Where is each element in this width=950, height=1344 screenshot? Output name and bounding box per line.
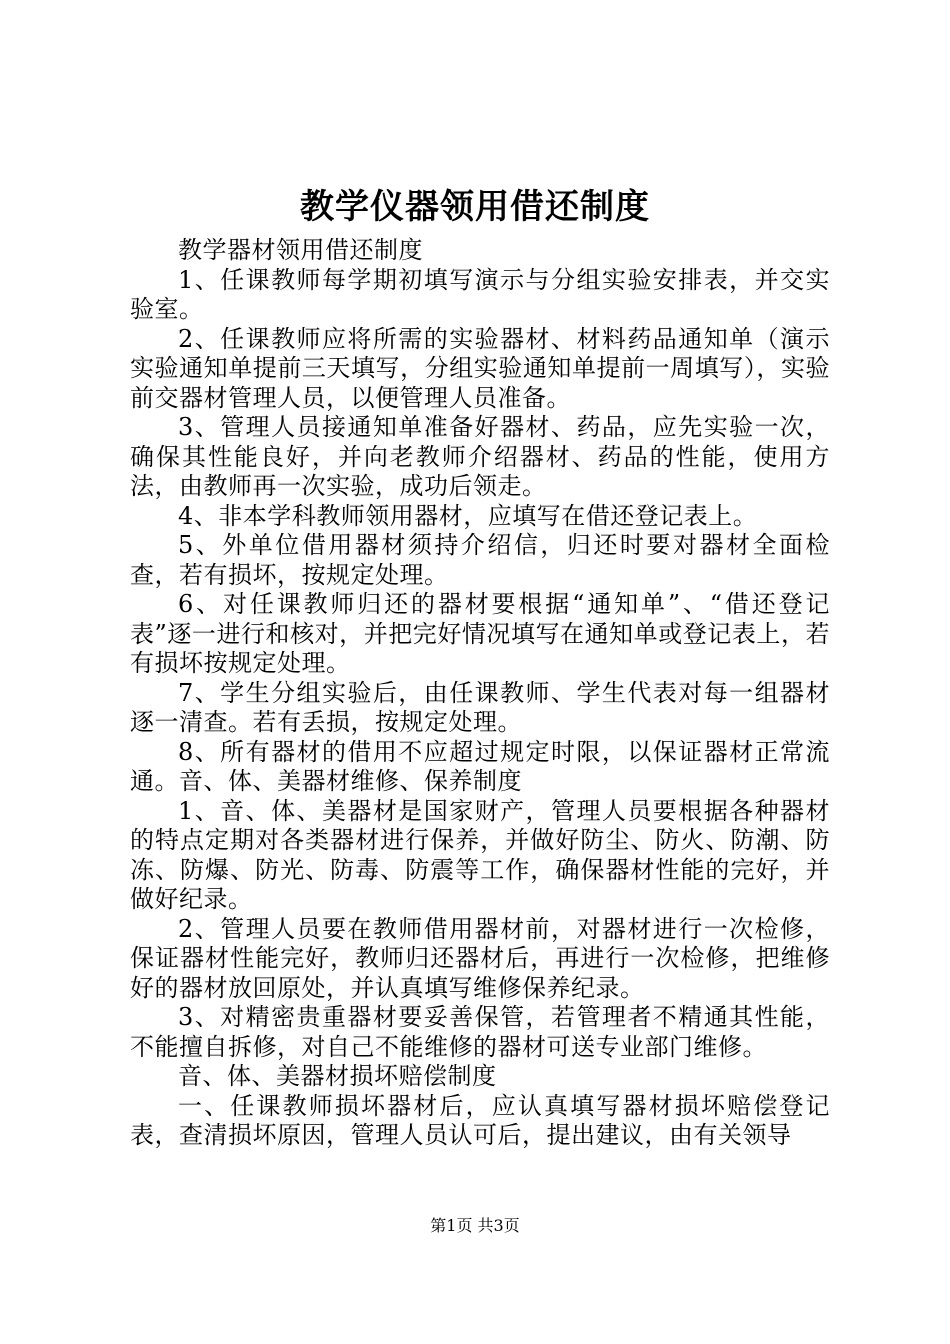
- paragraph: 8、所有器材的借用不应超过规定时限，以保证器材正常流通。音、体、美器材维修、保养制度: [130, 737, 830, 795]
- paragraph: 6、对任课教师归还的器材要根据“通知单”、“借还登记表”逐一进行和核对，并把完好情况填写在通知单或登记表上，若有损坏按规定处理。: [130, 590, 830, 677]
- paragraph: 1、任课教师每学期初填写演示与分组实验安排表，并交实验室。: [130, 265, 830, 323]
- paragraph: 音、体、美器材损坏赔偿制度: [178, 1062, 497, 1090]
- paragraph: 2、管理人员要在教师借用器材前，对器材进行一次检修，保证器材性能完好，教师归还器材后，再进行一次检修，把维修好的器材放回原处，并认真填写维修保养纪录。: [130, 914, 830, 1002]
- paragraph: 3、管理人员接通知单准备好器材、药品，应先实验一次，确保其性能良好，并向老教师介绍器材、药品的性能，使用方法，由教师再一次实验，成功后领走。: [130, 413, 830, 500]
- document-title: 教学仪器领用借还制度: [300, 187, 650, 227]
- paragraph: 4、非本学科教师领用器材，应填写在借还登记表上。: [178, 501, 758, 530]
- paragraph: 一、任课教师损坏器材后，应认真填写器材损坏赔偿登记表，查清损坏原因，管理人员认可后，提出建议，由有关领导: [130, 1091, 830, 1149]
- paragraph: 3、对精密贵重器材要妥善保管，若管理者不精通其性能，不能擅自拆修，对自己不能维修的器材可送专业部门维修。: [130, 1003, 830, 1061]
- paragraph: 2、任课教师应将所需的实验器材、材料药品通知单（演示实验通知单提前三天填写，分组实验通知单提前一周填写），实验前交器材管理人员，以便管理人员准备。: [130, 324, 830, 412]
- paragraph: 5、外单位借用器材须持介绍信，归还时要对器材全面检查，若有损坏，按规定处理。: [130, 531, 830, 589]
- document-body: [130, 236, 830, 1151]
- paragraph: 教学器材领用借还制度: [178, 236, 423, 264]
- paragraph: 1、音、体、美器材是国家财产，管理人员要根据各种器材的特点定期对各类器材进行保养，并做好防尘、防火、防潮、防冻、防爆、防光、防毒、防震等工作，确保器材性能的完好，并做好纪录。: [130, 796, 830, 913]
- page-footer: 第1页 共3页: [430, 1216, 520, 1235]
- paragraph: 7、学生分组实验后，由任课教师、学生代表对每一组器材逐一清查。若有丢损，按规定处理。: [130, 678, 830, 736]
